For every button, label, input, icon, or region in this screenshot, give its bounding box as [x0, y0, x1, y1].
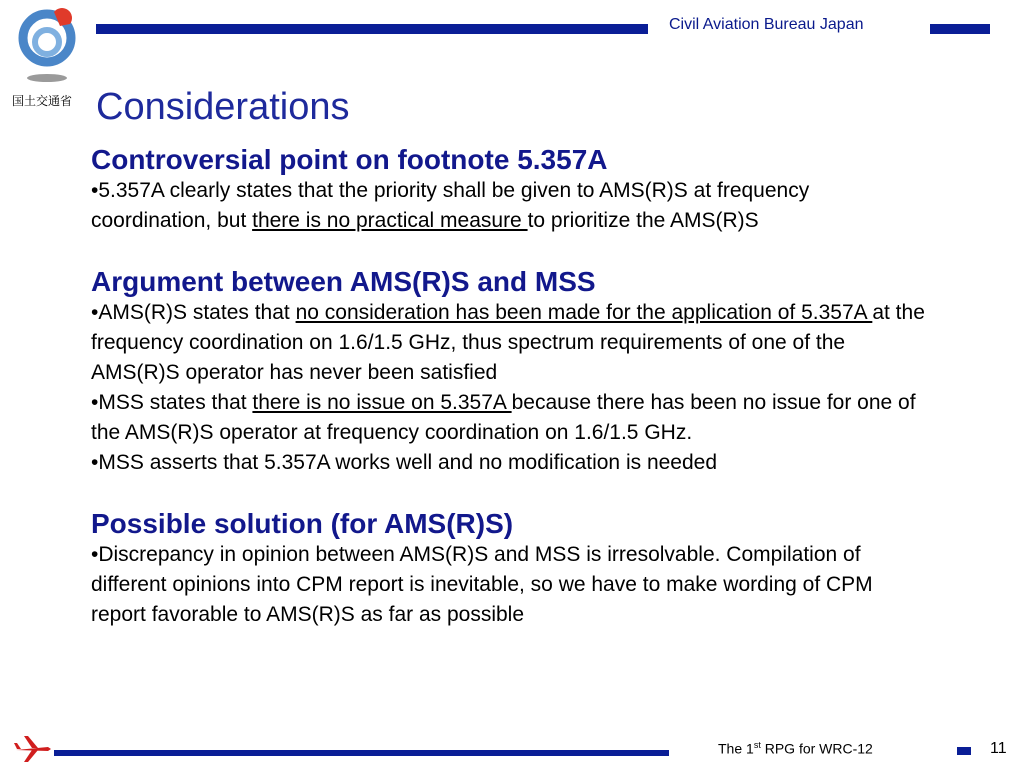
- footer-bar-end: [957, 747, 971, 755]
- bullet-mss-states: •MSS states that there is no issue on 5.357A because there has been no issue for one of the AMS(R)S operator at frequency coordination on 1.6/1.5 GHz.: [91, 391, 916, 444]
- page-number: 11: [990, 740, 1007, 757]
- section-heading-controversial-point: Controversial point on footnote 5.357A: [91, 144, 608, 175]
- header-bar-end: [930, 24, 990, 34]
- header-bar: [96, 24, 648, 34]
- bullet-mss-asserts: •MSS asserts that 5.357A works well and no modification is needed: [91, 451, 718, 474]
- agency-name: Civil Aviation Bureau Japan: [669, 16, 864, 33]
- section-heading-argument: Argument between AMS(R)S and MSS: [91, 266, 596, 297]
- bullet-controversial-point: •5.357A clearly states that the priority shall be given to AMS(R)S at frequency coordination, but there is no practical measure to prioritize the AMS(R)S: [91, 179, 810, 232]
- bullet-amsrs-states: •AMS(R)S states that no consideration has been made for the application of 5.357A at the frequency coordination on 1.6/1.5 GHz, thus spectrum requirements of one of the AMS(R)S operator has never been satisfied: [91, 301, 925, 384]
- slide-title: Considerations: [96, 86, 350, 128]
- section-heading-possible-solution: Possible solution (for AMS(R)S): [91, 508, 514, 539]
- mlit-logo-icon: [14, 6, 80, 86]
- airplane-icon: [14, 734, 52, 764]
- footer-event-label: The 1st RPG for WRC-12: [718, 740, 873, 757]
- bullet-discrepancy: •Discrepancy in opinion between AMS(R)S and MSS is irresolvable. Compilation of different opinions into CPM report is inevitable, so we have to make wording of CPM report favorable to AMS(R)S as far as possible: [91, 543, 873, 626]
- ministry-label: 国土交通省: [12, 94, 73, 108]
- slide-content: [91, 144, 931, 630]
- footer-bar: [54, 750, 669, 756]
